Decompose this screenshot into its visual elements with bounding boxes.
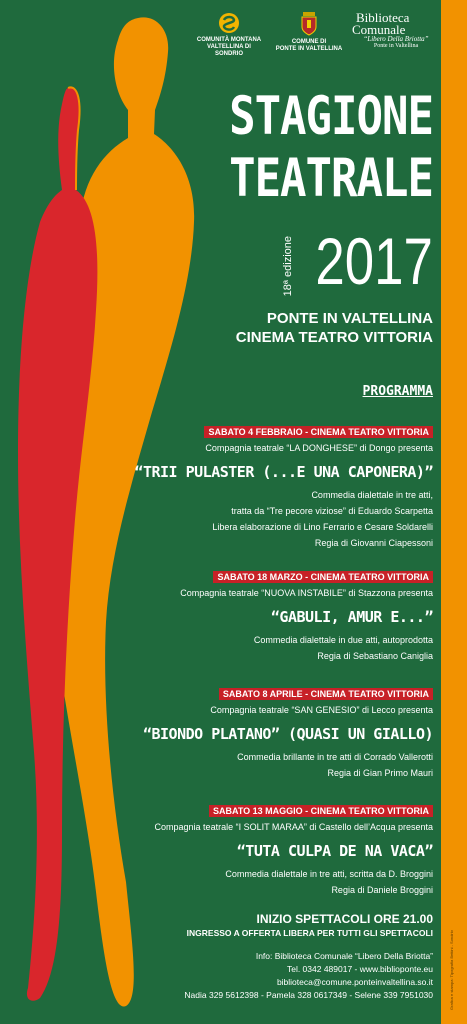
orange-side-stripe <box>441 0 467 1024</box>
event-detail: tratta da “Tre pecore viziose” di Eduardo Scarpetta <box>231 506 433 516</box>
event-detail: Commedia dialettale in due atti, autoprodotta <box>253 635 433 645</box>
contact-info <box>184 950 433 1002</box>
event-detail: Regia di Gian Primo Mauri <box>327 768 433 778</box>
title-line-1: STAGIONE <box>229 86 433 148</box>
event-detail: Regia di Daniele Broggini <box>331 885 433 895</box>
event-2 <box>113 567 433 664</box>
comune-logo: COMUNE DI PONTE IN VALTELLINA <box>274 12 344 53</box>
event-play-title: “TRII PULASTER (...E UNA CAPONERA)” <box>134 463 433 481</box>
event-detail: Commedia dialettale in tre atti, <box>311 490 433 500</box>
event-date: SABATO 4 FEBBRAIO - CINEMA TEATRO VITTORIA <box>204 426 433 438</box>
sponsor-logos <box>190 12 440 72</box>
event-company: Compagnia teatrale “I SOLIT MARAA” di Castello dell’Acqua presenta <box>154 822 433 832</box>
info-email: biblioteca@comune.ponteinvaltellina.so.it <box>276 977 433 987</box>
season-year: 2017 <box>315 224 433 298</box>
event-date: SABATO 18 MARZO - CINEMA TEATRO VITTORIA <box>213 571 433 583</box>
info-library: Info: Biblioteca Comunale “Libero Della Briotta” <box>255 951 433 961</box>
event-4 <box>113 801 433 898</box>
title-line-2: TEATRALE <box>229 148 433 210</box>
venue-theatre: CINEMA TEATRO VITTORIA <box>235 329 433 346</box>
event-1 <box>113 422 433 551</box>
printer-credit: Grafica e stampa: Tipografia Bettini - Sondrio <box>449 930 454 1010</box>
start-time: INIZIO SPETTACOLI ORE 21.00 <box>256 912 433 926</box>
edition-label: 18ª edizione <box>282 236 294 297</box>
info-contacts: Nadia 329 5612398 - Pamela 328 0617349 - Selene 339 7951030 <box>184 990 433 1000</box>
event-company: Compagnia teatrale “LA DONGHESE” di Dongo presenta <box>205 443 433 453</box>
event-play-title: “BIONDO PLATANO” (QUASI UN GIALLO) <box>142 725 433 743</box>
info-phone-website: Tel. 0342 489017 - www.biblioponte.eu <box>286 964 433 974</box>
event-company: Compagnia teatrale “SAN GENESIO” di Lecco presenta <box>210 705 433 715</box>
event-detail: Regia di Sebastiano Caniglia <box>317 651 433 661</box>
event-date: SABATO 8 APRILE - CINEMA TEATRO VITTORIA <box>219 688 433 700</box>
biblioteca-logo: Biblioteca Comunale “Libero Della Briotta” Ponte in Valtellina <box>352 10 429 49</box>
coat-of-arms-icon <box>300 12 318 36</box>
event-play-title: “GABULI, AMUR E...” <box>270 608 433 626</box>
event-detail: Commedia brillante in tre atti di Corrado Vallerotti <box>237 752 433 762</box>
event-detail: Libera elaborazione di Lino Ferrario e Cesare Soldarelli <box>212 522 433 532</box>
programma-heading: PROGRAMMA <box>362 384 433 399</box>
event-play-title: “TUTA CULPA DE NA VACA” <box>236 842 433 860</box>
comunita-montana-emblem-icon <box>218 12 240 34</box>
comunita-montana-logo: COMUNITÀ MONTANA VALTELLINA DI SONDRIO <box>194 12 264 58</box>
event-company: Compagnia teatrale “NUOVA INSTABILE” di Stazzona presenta <box>180 588 433 598</box>
event-3 <box>113 684 433 781</box>
venue-town: PONTE IN VALTELLINA <box>266 310 433 327</box>
entry-note: INGRESSO A OFFERTA LIBERA PER TUTTI GLI SPETTACOLI <box>186 928 433 938</box>
event-detail: Commedia dialettale in tre atti, scritta da D. Broggini <box>225 869 433 879</box>
event-date: SABATO 13 MAGGIO - CINEMA TEATRO VITTORIA <box>209 805 433 817</box>
event-detail: Regia di Giovanni Ciapessoni <box>314 538 433 548</box>
